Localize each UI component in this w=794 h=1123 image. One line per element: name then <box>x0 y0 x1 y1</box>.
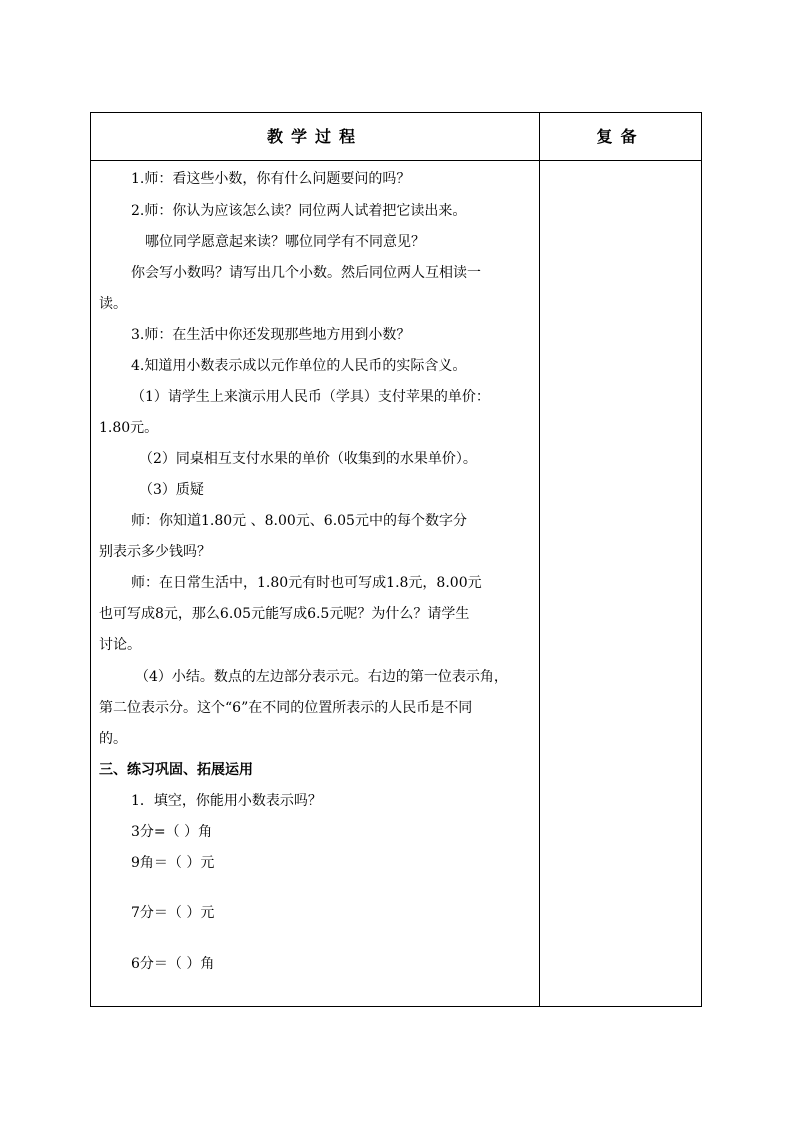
content-line: 哪位同学愿意起来读？哪位同学有不同意见？ <box>145 234 425 250</box>
header-teaching-process: 教学过程 <box>266 127 363 146</box>
column-divider <box>539 113 540 1006</box>
content-line: 第二位表示分。这个“6”在不同的位置所表示的人民币是不同 <box>99 700 473 716</box>
content-line: 师：在日常生活中，1.80元有时也可写成1.8元，8.00元 <box>131 575 482 591</box>
content-line: （1）请学生上来演示用人民币（学具）支付苹果的单价： <box>131 389 490 405</box>
content-line: 讨论。 <box>99 637 141 653</box>
content-line: 6分＝（ ）角 <box>131 956 215 972</box>
content-line: 师：你知道1.80元 、8.00元、6.05元中的每个数字分 <box>131 513 467 529</box>
content-line: 4.知道用小数表示成以元作单位的人民币的实际含义。 <box>131 358 467 374</box>
content-line: 9角＝（ ）元 <box>131 855 215 871</box>
content-line: 3.师：在生活中你还发现那些地方用到小数？ <box>131 327 411 343</box>
content-line: 7分＝（ ）元 <box>131 905 215 921</box>
content-line: 1.80元。 <box>99 420 159 436</box>
content-line: 2.师：你认为应该怎么读？同位两人试着把它读出来。 <box>131 203 467 219</box>
content-line: 别表示多少钱吗？ <box>99 544 211 560</box>
content-line: 也可写成8元，那么6.05元能写成6.5元呢？为什么？请学生 <box>99 606 470 622</box>
content-line: 的。 <box>99 731 127 747</box>
header-review-prep: 复备 <box>596 127 645 146</box>
section-heading: 三、练习巩固、拓展运用 <box>99 762 253 778</box>
content-line: （3）质疑 <box>139 482 204 498</box>
content-line: 读。 <box>99 296 127 312</box>
content-line: 3分=（ ）角 <box>131 824 213 840</box>
content-line: （2）同桌相互支付水果的单价（收集到的水果单价）。 <box>139 451 477 467</box>
lesson-table <box>90 112 702 1007</box>
header-divider <box>91 160 701 161</box>
content-line: 1.师：看这些小数，你有什么问题要问的吗？ <box>131 171 411 187</box>
content-line: 1．填空，你能用小数表示吗？ <box>131 793 322 809</box>
content-line: （4）小结。数点的左边部分表示元。右边的第一位表示角， <box>135 669 508 685</box>
content-line: 你会写小数吗？请写出几个小数。然后同位两人互相读一 <box>131 265 481 281</box>
